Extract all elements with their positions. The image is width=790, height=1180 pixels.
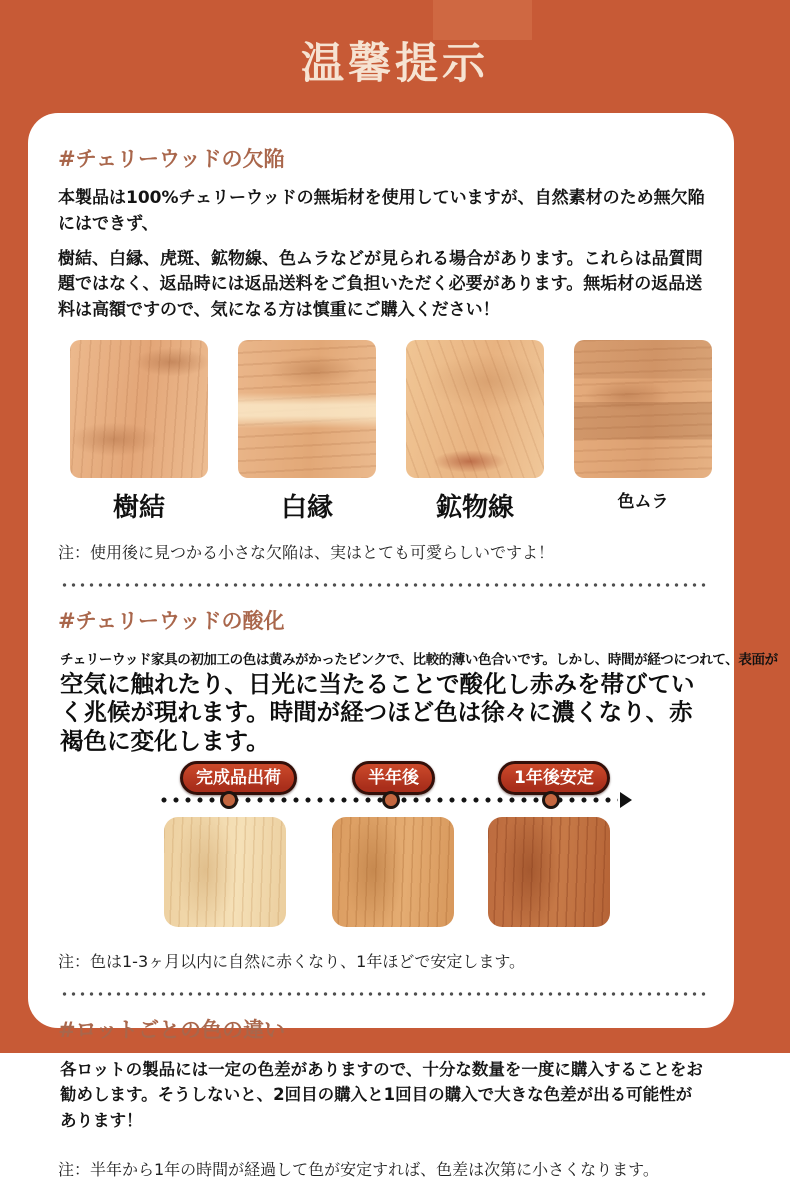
- defect-sample-color-uneven: [574, 340, 712, 524]
- oxidation-heading: #チェリーウッドの酸化: [58, 609, 285, 634]
- wood-sample-image-color-uneven: [574, 340, 712, 478]
- oxidation-timeline: [58, 761, 708, 933]
- section-oxidation: [58, 605, 778, 972]
- oxidation-note: 注：色は1-3ヶ月以内に自然に赤くなり、1年ほどで安定します。: [58, 951, 526, 971]
- timeline-marker-icon: [220, 791, 238, 809]
- defects-paragraph-1: 本製品は100%チェリーウッドの無垢材を使用していますが、自然素材のため無欠陥にはできず、: [58, 188, 705, 234]
- defect-sample-knot: [70, 340, 208, 524]
- defect-sample-label: 樹結: [112, 493, 165, 524]
- defect-samples-row: [70, 340, 708, 524]
- section-defects: [58, 143, 708, 563]
- arrow-right-icon: [620, 792, 632, 808]
- wood-stage-image-half-year: [332, 817, 454, 927]
- section-lot-difference: [58, 1014, 708, 1180]
- wood-sample-image-mineral-line: [406, 340, 544, 478]
- timeline-badge-half-year: 半年後: [352, 761, 435, 795]
- defect-sample-label: 鉱物線: [435, 493, 514, 524]
- lot-heading: #ロットごとの色の違い: [58, 1017, 286, 1042]
- timeline-marker-icon: [542, 791, 560, 809]
- page-title: 温馨提示: [301, 39, 489, 89]
- defects-heading: #チェリーウッドの欠陥: [58, 147, 285, 171]
- wood-stage-image-initial: [164, 817, 286, 927]
- content-card: [28, 113, 778, 1180]
- defects-note: 注：使用後に見つかる小さな欠陥は、実はとても可愛らしいですよ！: [58, 543, 555, 563]
- defect-sample-white-edge: [238, 340, 376, 524]
- timeline-badge-one-year: 1年後安定: [498, 761, 610, 795]
- dotted-divider: [60, 992, 706, 996]
- defect-sample-mineral-line: [406, 340, 544, 524]
- dotted-divider: [60, 583, 706, 587]
- defect-sample-label: 色ムラ: [617, 492, 669, 513]
- wood-sample-image-knot: [70, 340, 208, 478]
- defects-paragraph-2: 樹結、白縁、虎斑、鉱物線、色ムラなどが見られる場合があります。これらは品質問題ではなく、返品時には返品送料をご負担いただく必要があります。無垢材の返品送料は高額ですので、気になる方は慎重にご購入ください！: [58, 248, 703, 321]
- oxidation-intro-large: 空気に触れたり、日光に当たることで酸化し赤みを帯びていく兆候が現れます。時間が経つほど色は徐々に濃くなり、赤褐色に変化します。: [60, 670, 695, 755]
- wood-stage-image-one-year: [488, 817, 610, 927]
- lot-paragraph: 各ロットの製品には一定の色差がありますので、十分な数量を一度に購入することをお勧めします。そうしないと、2回目の購入と1回目の購入で大きな色差が出る可能性があります！: [60, 1059, 703, 1130]
- oxidation-intro-small: チェリーウッド家具の初加工の色は黄みがかったピンクで、比較的薄い色合いです。しかし、時間が経つにつれて、表面が: [60, 652, 778, 669]
- lot-note: 注：半年から1年の時間が経過して色が安定すれば、色差は次第に小さくなります。: [58, 1160, 659, 1180]
- defect-sample-label: 白縁: [280, 493, 333, 524]
- timeline-badge-shipping: 完成品出荷: [180, 761, 297, 795]
- timeline-marker-icon: [382, 791, 400, 809]
- wood-sample-image-white-edge: [238, 340, 376, 478]
